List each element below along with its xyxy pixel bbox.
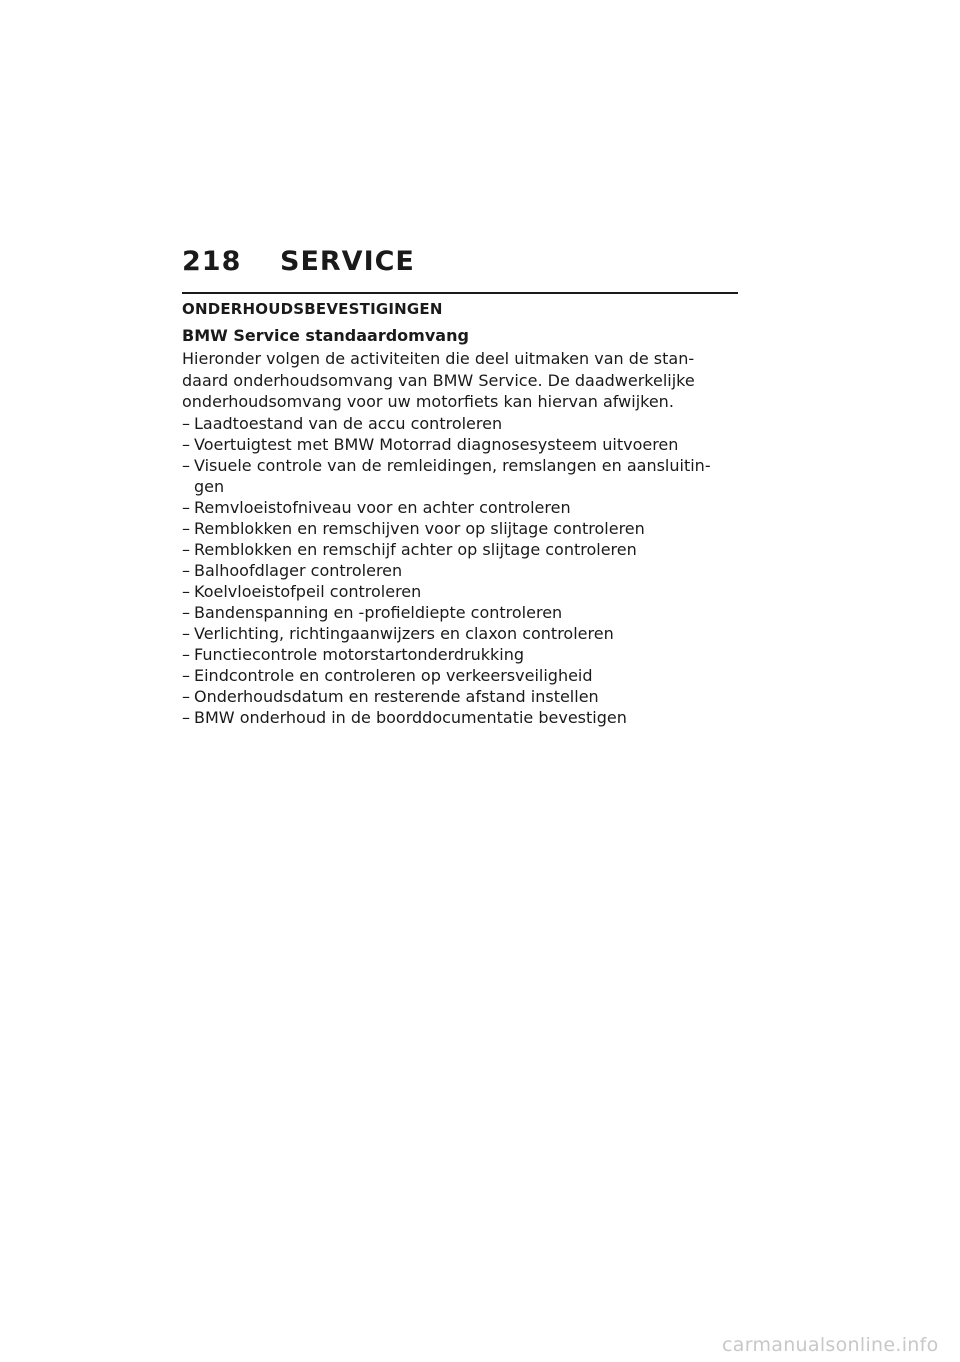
- page-number: 218: [182, 245, 242, 277]
- dash-bullet: –: [182, 686, 190, 706]
- list-item-text: Koelvloeistofpeil controleren: [194, 581, 422, 601]
- section-title: ONDERHOUDSBEVESTIGINGEN: [182, 300, 443, 318]
- dash-bullet: –: [182, 539, 190, 559]
- dash-bullet: –: [182, 518, 190, 538]
- list-item-text: Onderhoudsdatum en resterende afstand instellen: [194, 686, 599, 706]
- list-item-text: Bandenspanning en -profieldiepte controleren: [194, 602, 563, 622]
- dash-bullet: –: [182, 434, 190, 454]
- list-item: [182, 539, 738, 560]
- list-item: [182, 644, 738, 665]
- subsection-title: BMW Service standaardomvang: [182, 326, 469, 345]
- dash-bullet: –: [182, 644, 190, 664]
- dash-bullet: –: [182, 707, 190, 727]
- service-checklist: [182, 413, 738, 728]
- header-divider: [182, 292, 738, 294]
- list-item-text: Laadtoestand van de accu controleren: [194, 413, 503, 433]
- list-item-text: Remblokken en remschijf achter op slijtage controleren: [194, 539, 637, 559]
- dash-bullet: –: [182, 455, 190, 475]
- list-item-text: Verlichting, richtingaanwijzers en claxon controleren: [194, 623, 614, 643]
- chapter-title: SERVICE: [280, 245, 415, 277]
- list-item: [182, 707, 738, 728]
- page-header: [182, 243, 738, 279]
- dash-bullet: –: [182, 413, 190, 433]
- list-item: [182, 686, 738, 707]
- list-item-text: Remvloeistofniveau voor en achter controleren: [194, 497, 571, 517]
- list-item: [182, 518, 738, 539]
- watermark-text: carmanualsonline.info: [722, 1334, 939, 1356]
- list-item-text: Eindcontrole en controleren op verkeersveiligheid: [194, 665, 593, 685]
- list-item-text: Functiecontrole motorstartonderdrukking: [194, 644, 525, 664]
- list-item: [182, 581, 738, 602]
- list-item-text: BMW onderhoud in de boorddocumentatie bevestigen: [194, 707, 627, 727]
- list-item-text: Visuele controle van de remleidingen, remslangen en aansluitin-gen: [194, 455, 711, 496]
- dash-bullet: –: [182, 665, 190, 685]
- dash-bullet: –: [182, 560, 190, 580]
- dash-bullet: –: [182, 497, 190, 517]
- dash-bullet: –: [182, 602, 190, 622]
- list-item: [182, 560, 738, 581]
- list-item: [182, 455, 738, 497]
- list-item: [182, 623, 738, 644]
- dash-bullet: –: [182, 623, 190, 643]
- list-item: [182, 602, 738, 623]
- list-item-text: Voertuigtest met BMW Motorrad diagnosesysteem uitvoeren: [194, 434, 679, 454]
- page-content: [182, 298, 738, 728]
- list-item: [182, 665, 738, 686]
- list-item: [182, 497, 738, 518]
- dash-bullet: –: [182, 581, 190, 601]
- list-item-text: Remblokken en remschijven voor op slijtage controleren: [194, 518, 645, 538]
- list-item-text: Balhoofdlager controleren: [194, 560, 403, 580]
- list-item: [182, 413, 738, 434]
- list-item: [182, 434, 738, 455]
- intro-paragraph: Hieronder volgen de activiteiten die deel uitmaken van de stan-daard onderhoudsomvang van BMW Service. De daadwerkelijke onderhoudsomvang voor uw motorfiets kan hiervan afwijken.: [182, 349, 695, 411]
